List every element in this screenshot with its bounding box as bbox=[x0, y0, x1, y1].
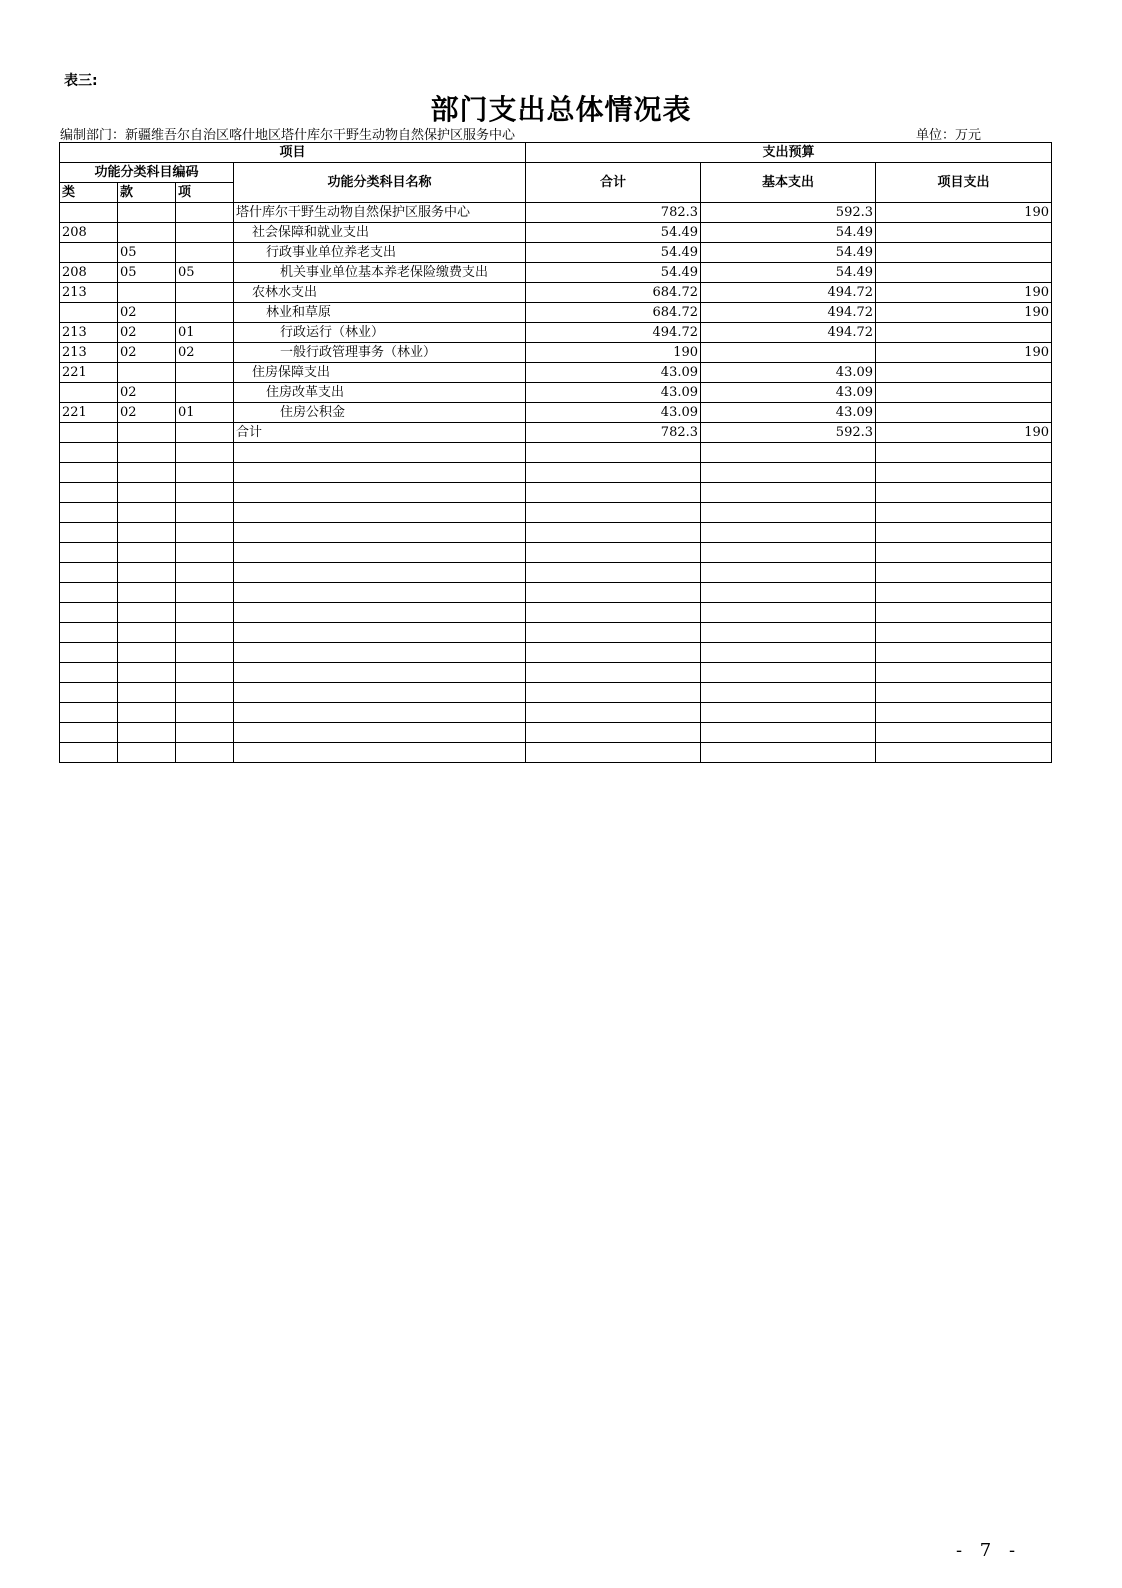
empty-row bbox=[60, 743, 1052, 763]
empty-cell bbox=[526, 443, 701, 463]
cell-total: 54.49 bbox=[526, 263, 701, 283]
expenditure-table bbox=[59, 142, 1052, 763]
empty-row bbox=[60, 723, 1052, 743]
empty-cell bbox=[701, 723, 876, 743]
empty-cell bbox=[118, 463, 176, 483]
empty-cell bbox=[876, 443, 1052, 463]
cell-basic: 592.3 bbox=[701, 423, 876, 443]
empty-cell bbox=[876, 463, 1052, 483]
empty-row bbox=[60, 663, 1052, 683]
empty-cell bbox=[701, 463, 876, 483]
cell-xiang bbox=[176, 383, 234, 403]
empty-row bbox=[60, 523, 1052, 543]
cell-kuan bbox=[118, 363, 176, 383]
empty-cell bbox=[60, 563, 118, 583]
cell-basic bbox=[701, 343, 876, 363]
cell-total: 43.09 bbox=[526, 403, 701, 423]
empty-cell bbox=[876, 603, 1052, 623]
cell-kuan: 02 bbox=[118, 383, 176, 403]
empty-cell bbox=[176, 483, 234, 503]
empty-cell bbox=[876, 543, 1052, 563]
empty-cell bbox=[60, 623, 118, 643]
empty-cell bbox=[118, 663, 176, 683]
cell-basic: 54.49 bbox=[701, 223, 876, 243]
cell-lei bbox=[60, 203, 118, 223]
empty-cell bbox=[701, 623, 876, 643]
unit-label: 单位：万元 bbox=[916, 128, 982, 143]
empty-cell bbox=[118, 483, 176, 503]
empty-cell bbox=[176, 603, 234, 623]
table-row bbox=[60, 383, 1052, 403]
cell-name: 林业和草原 bbox=[234, 303, 526, 323]
cell-project bbox=[876, 223, 1052, 243]
empty-cell bbox=[118, 703, 176, 723]
empty-cell bbox=[234, 603, 526, 623]
empty-cell bbox=[176, 643, 234, 663]
header-item: 项目 bbox=[60, 143, 526, 163]
empty-cell bbox=[701, 583, 876, 603]
cell-total: 43.09 bbox=[526, 363, 701, 383]
empty-cell bbox=[526, 663, 701, 683]
cell-lei bbox=[60, 303, 118, 323]
cell-basic: 43.09 bbox=[701, 403, 876, 423]
cell-xiang bbox=[176, 223, 234, 243]
empty-cell bbox=[526, 703, 701, 723]
empty-cell bbox=[526, 643, 701, 663]
empty-cell bbox=[234, 503, 526, 523]
empty-cell bbox=[526, 603, 701, 623]
table-row bbox=[60, 283, 1052, 303]
cell-name: 行政事业单位养老支出 bbox=[234, 243, 526, 263]
table-row bbox=[60, 363, 1052, 383]
cell-lei: 213 bbox=[60, 283, 118, 303]
empty-cell bbox=[234, 463, 526, 483]
empty-cell bbox=[234, 543, 526, 563]
table-body bbox=[60, 203, 1052, 763]
table-row bbox=[60, 343, 1052, 363]
empty-cell bbox=[701, 743, 876, 763]
empty-cell bbox=[60, 663, 118, 683]
table-row bbox=[60, 263, 1052, 283]
empty-cell bbox=[876, 723, 1052, 743]
empty-cell bbox=[701, 443, 876, 463]
empty-cell bbox=[118, 543, 176, 563]
empty-cell bbox=[60, 503, 118, 523]
empty-row bbox=[60, 603, 1052, 623]
cell-basic: 494.72 bbox=[701, 283, 876, 303]
empty-cell bbox=[234, 443, 526, 463]
cell-basic: 592.3 bbox=[701, 203, 876, 223]
empty-cell bbox=[526, 743, 701, 763]
cell-project bbox=[876, 243, 1052, 263]
cell-name: 一般行政管理事务（林业） bbox=[234, 343, 526, 363]
page-title: 部门支出总体情况表 bbox=[430, 93, 692, 126]
empty-cell bbox=[876, 483, 1052, 503]
cell-project: 190 bbox=[876, 303, 1052, 323]
header-budget: 支出预算 bbox=[526, 143, 1052, 163]
empty-cell bbox=[176, 743, 234, 763]
header-basic: 基本支出 bbox=[701, 163, 876, 203]
cell-xiang bbox=[176, 363, 234, 383]
cell-project bbox=[876, 383, 1052, 403]
cell-basic: 494.72 bbox=[701, 303, 876, 323]
empty-cell bbox=[876, 663, 1052, 683]
table-row bbox=[60, 223, 1052, 243]
empty-cell bbox=[118, 743, 176, 763]
empty-cell bbox=[876, 523, 1052, 543]
empty-row bbox=[60, 463, 1052, 483]
cell-xiang: 01 bbox=[176, 323, 234, 343]
cell-project: 190 bbox=[876, 343, 1052, 363]
compiling-department: 编制部门：新疆维吾尔自治区喀什地区塔什库尔干野生动物自然保护区服务中心 bbox=[60, 128, 516, 143]
cell-kuan: 02 bbox=[118, 403, 176, 423]
header-xiang: 项 bbox=[176, 183, 234, 203]
cell-project: 190 bbox=[876, 283, 1052, 303]
empty-cell bbox=[118, 443, 176, 463]
empty-cell bbox=[118, 683, 176, 703]
table-row bbox=[60, 243, 1052, 263]
empty-cell bbox=[876, 743, 1052, 763]
empty-cell bbox=[118, 523, 176, 543]
cell-name: 机关事业单位基本养老保险缴费支出 bbox=[234, 263, 526, 283]
empty-cell bbox=[876, 503, 1052, 523]
empty-cell bbox=[60, 483, 118, 503]
cell-total: 782.3 bbox=[526, 203, 701, 223]
cell-lei bbox=[60, 243, 118, 263]
empty-cell bbox=[176, 523, 234, 543]
cell-project bbox=[876, 403, 1052, 423]
cell-lei: 213 bbox=[60, 343, 118, 363]
cell-kuan: 02 bbox=[118, 303, 176, 323]
empty-cell bbox=[176, 463, 234, 483]
cell-total: 684.72 bbox=[526, 283, 701, 303]
cell-kuan bbox=[118, 223, 176, 243]
empty-cell bbox=[60, 703, 118, 723]
cell-name: 社会保障和就业支出 bbox=[234, 223, 526, 243]
empty-cell bbox=[701, 643, 876, 663]
cell-xiang bbox=[176, 243, 234, 263]
header-project: 项目支出 bbox=[876, 163, 1052, 203]
empty-cell bbox=[118, 643, 176, 663]
empty-row bbox=[60, 643, 1052, 663]
empty-cell bbox=[118, 583, 176, 603]
table-row bbox=[60, 303, 1052, 323]
cell-xiang bbox=[176, 203, 234, 223]
cell-kuan: 05 bbox=[118, 263, 176, 283]
empty-cell bbox=[526, 483, 701, 503]
empty-cell bbox=[234, 663, 526, 683]
empty-row bbox=[60, 703, 1052, 723]
cell-project bbox=[876, 363, 1052, 383]
cell-xiang bbox=[176, 303, 234, 323]
empty-cell bbox=[234, 523, 526, 543]
empty-cell bbox=[118, 623, 176, 643]
empty-cell bbox=[701, 703, 876, 723]
cell-name: 塔什库尔干野生动物自然保护区服务中心 bbox=[234, 203, 526, 223]
table-row bbox=[60, 403, 1052, 423]
empty-cell bbox=[176, 503, 234, 523]
cell-basic: 43.09 bbox=[701, 363, 876, 383]
cell-project bbox=[876, 323, 1052, 343]
empty-cell bbox=[701, 683, 876, 703]
cell-basic: 54.49 bbox=[701, 263, 876, 283]
empty-cell bbox=[176, 703, 234, 723]
cell-total: 684.72 bbox=[526, 303, 701, 323]
empty-cell bbox=[876, 703, 1052, 723]
cell-total: 190 bbox=[526, 343, 701, 363]
table-row bbox=[60, 323, 1052, 343]
cell-lei: 221 bbox=[60, 403, 118, 423]
cell-xiang bbox=[176, 283, 234, 303]
cell-lei: 221 bbox=[60, 363, 118, 383]
empty-cell bbox=[60, 523, 118, 543]
cell-project: 190 bbox=[876, 423, 1052, 443]
empty-cell bbox=[876, 643, 1052, 663]
cell-kuan: 02 bbox=[118, 323, 176, 343]
empty-cell bbox=[701, 563, 876, 583]
empty-cell bbox=[526, 523, 701, 543]
empty-cell bbox=[234, 563, 526, 583]
empty-cell bbox=[526, 563, 701, 583]
cell-name: 住房保障支出 bbox=[234, 363, 526, 383]
cell-basic: 494.72 bbox=[701, 323, 876, 343]
cell-xiang: 02 bbox=[176, 343, 234, 363]
empty-cell bbox=[526, 583, 701, 603]
table-row bbox=[60, 203, 1052, 223]
empty-row bbox=[60, 483, 1052, 503]
cell-lei bbox=[60, 383, 118, 403]
empty-cell bbox=[234, 623, 526, 643]
empty-cell bbox=[701, 503, 876, 523]
empty-cell bbox=[176, 683, 234, 703]
empty-cell bbox=[176, 723, 234, 743]
cell-project bbox=[876, 263, 1052, 283]
empty-row bbox=[60, 683, 1052, 703]
cell-total: 54.49 bbox=[526, 243, 701, 263]
empty-cell bbox=[118, 603, 176, 623]
empty-cell bbox=[234, 483, 526, 503]
cell-kuan bbox=[118, 423, 176, 443]
empty-cell bbox=[234, 643, 526, 663]
cell-xiang: 05 bbox=[176, 263, 234, 283]
empty-cell bbox=[234, 723, 526, 743]
cell-basic: 54.49 bbox=[701, 243, 876, 263]
table-row bbox=[60, 423, 1052, 443]
cell-kuan bbox=[118, 283, 176, 303]
empty-cell bbox=[60, 543, 118, 563]
empty-cell bbox=[526, 623, 701, 643]
cell-total: 494.72 bbox=[526, 323, 701, 343]
header-name: 功能分类科目名称 bbox=[234, 163, 526, 203]
empty-cell bbox=[60, 463, 118, 483]
empty-cell bbox=[526, 723, 701, 743]
cell-total: 54.49 bbox=[526, 223, 701, 243]
empty-cell bbox=[526, 683, 701, 703]
cell-name: 农林水支出 bbox=[234, 283, 526, 303]
empty-cell bbox=[176, 583, 234, 603]
cell-xiang: 01 bbox=[176, 403, 234, 423]
header-code-group: 功能分类科目编码 bbox=[60, 163, 234, 183]
empty-cell bbox=[176, 543, 234, 563]
empty-cell bbox=[60, 603, 118, 623]
empty-cell bbox=[60, 723, 118, 743]
cell-lei: 213 bbox=[60, 323, 118, 343]
empty-cell bbox=[234, 583, 526, 603]
cell-lei: 208 bbox=[60, 263, 118, 283]
empty-cell bbox=[701, 483, 876, 503]
empty-row bbox=[60, 623, 1052, 643]
empty-cell bbox=[876, 563, 1052, 583]
empty-cell bbox=[876, 583, 1052, 603]
empty-cell bbox=[526, 543, 701, 563]
cell-xiang bbox=[176, 423, 234, 443]
table-header bbox=[60, 143, 1052, 203]
empty-cell bbox=[234, 743, 526, 763]
cell-name: 合计 bbox=[234, 423, 526, 443]
empty-cell bbox=[701, 603, 876, 623]
empty-cell bbox=[876, 623, 1052, 643]
cell-name: 住房改革支出 bbox=[234, 383, 526, 403]
empty-cell bbox=[60, 683, 118, 703]
cell-lei: 208 bbox=[60, 223, 118, 243]
cell-kuan: 05 bbox=[118, 243, 176, 263]
cell-kuan: 02 bbox=[118, 343, 176, 363]
header-total: 合计 bbox=[526, 163, 701, 203]
empty-cell bbox=[526, 463, 701, 483]
empty-cell bbox=[701, 523, 876, 543]
empty-cell bbox=[60, 443, 118, 463]
cell-project: 190 bbox=[876, 203, 1052, 223]
cell-lei bbox=[60, 423, 118, 443]
cell-basic: 43.09 bbox=[701, 383, 876, 403]
cell-kuan bbox=[118, 203, 176, 223]
cell-name: 行政运行（林业） bbox=[234, 323, 526, 343]
header-lei: 类 bbox=[60, 183, 118, 203]
header-kuan: 款 bbox=[118, 183, 176, 203]
empty-cell bbox=[60, 643, 118, 663]
empty-cell bbox=[176, 563, 234, 583]
empty-cell bbox=[118, 723, 176, 743]
empty-cell bbox=[701, 543, 876, 563]
empty-row bbox=[60, 503, 1052, 523]
empty-cell bbox=[176, 443, 234, 463]
empty-cell bbox=[234, 683, 526, 703]
cell-name: 住房公积金 bbox=[234, 403, 526, 423]
cell-total: 43.09 bbox=[526, 383, 701, 403]
empty-cell bbox=[701, 663, 876, 683]
empty-cell bbox=[60, 583, 118, 603]
empty-cell bbox=[234, 703, 526, 723]
empty-cell bbox=[118, 503, 176, 523]
empty-cell bbox=[176, 623, 234, 643]
empty-row bbox=[60, 563, 1052, 583]
cell-total: 782.3 bbox=[526, 423, 701, 443]
empty-row bbox=[60, 443, 1052, 463]
empty-cell bbox=[526, 503, 701, 523]
page-number: - 7 - bbox=[956, 1540, 1022, 1561]
empty-cell bbox=[60, 743, 118, 763]
table-label: 表三: bbox=[64, 73, 98, 89]
empty-row bbox=[60, 543, 1052, 563]
empty-cell bbox=[118, 563, 176, 583]
empty-row bbox=[60, 583, 1052, 603]
empty-cell bbox=[876, 683, 1052, 703]
empty-cell bbox=[176, 663, 234, 683]
